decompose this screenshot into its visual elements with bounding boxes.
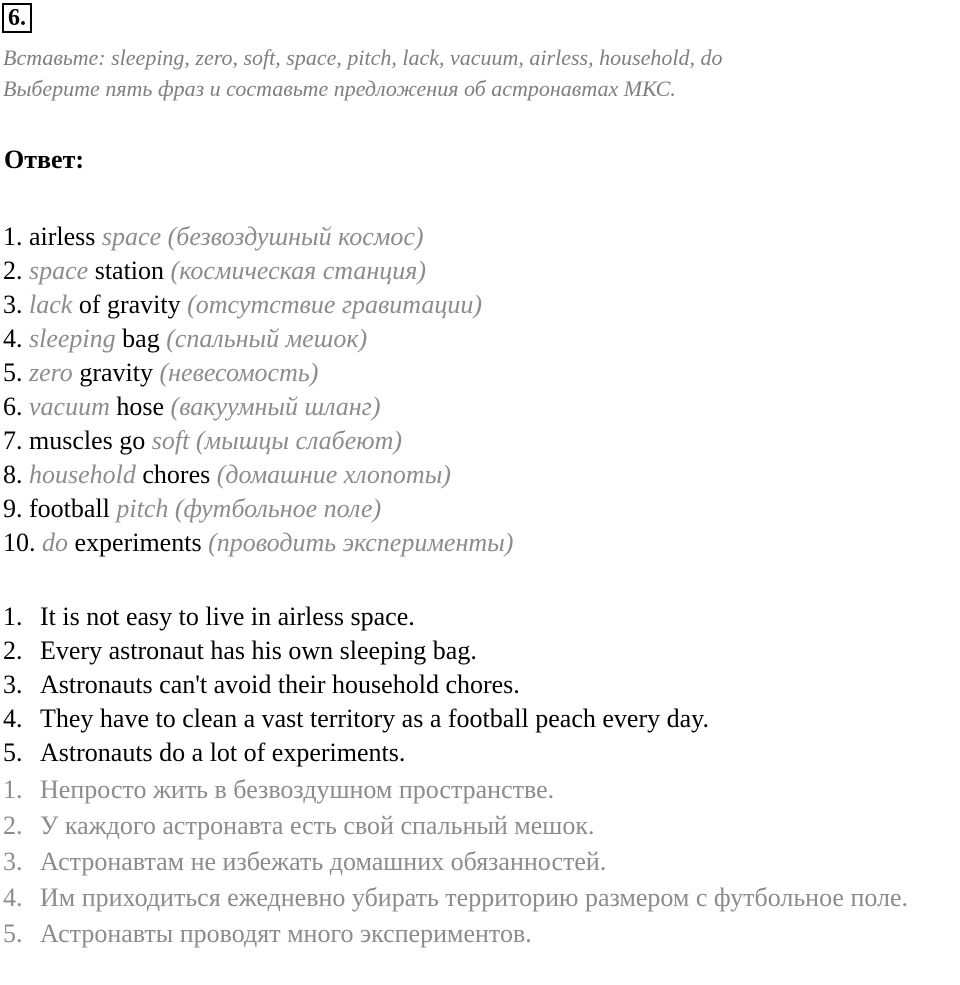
phrase-item: 5. zero gravity (невесомость): [3, 358, 319, 387]
russian-translation-list: [3, 772, 958, 952]
phrase-item: 7. muscles go soft (мышцы слабеют): [3, 426, 403, 455]
english-sentence-list: [3, 600, 709, 770]
instruction-line: Выберите пять фраз и составьте предложения об астронавтах МКС.: [3, 76, 676, 101]
phrase-item: 4. sleeping bag (спальный мешок): [3, 324, 368, 353]
phrase-item: 10. do experiments (проводить эксперименты): [3, 528, 514, 557]
phrase-item: 9. football pitch (футбольное поле): [3, 494, 382, 523]
translation-item: 1. Непросто жить в безвоздушном пространстве.: [3, 775, 555, 804]
task-instructions: [3, 42, 723, 104]
translation-item: 5. Астронавты проводят много экспериментов.: [3, 919, 532, 948]
phrase-item: 8. household chores (домашние хлопоты): [3, 460, 451, 489]
answer-heading: Ответ:: [4, 145, 85, 174]
sentence-item: 3. Astronauts can't avoid their household chores.: [3, 670, 520, 699]
phrase-item: 3. lack of gravity (отсутствие гравитации): [3, 290, 483, 319]
translation-item: 4. Им приходиться ежедневно убирать территорию размером с футбольное поле.: [3, 883, 909, 912]
instruction-line: Вставьте: sleeping, zero, soft, space, pitch, lack, vacuum, airless, household, do: [3, 45, 723, 70]
sentence-item: 2. Every astronaut has his own sleeping bag.: [3, 636, 477, 665]
translation-item: 2. У каждого астронавта есть свой спальный мешок.: [3, 811, 595, 840]
sentence-item: 1. It is not easy to live in airless space.: [3, 602, 415, 631]
task-number: 6.: [2, 3, 32, 33]
sentence-item: 5. Astronauts do a lot of experiments.: [3, 738, 406, 767]
phrase-item: 6. vacuum hose (вакуумный шланг): [3, 392, 381, 421]
translation-item: 3. Астронавтам не избежать домашних обязанностей.: [3, 847, 607, 876]
phrase-list: [3, 220, 513, 560]
sentence-item: 4. They have to clean a vast territory as a football peach every day.: [3, 704, 709, 733]
phrase-item: 1. airless space (безвоздушный космос): [3, 222, 424, 251]
phrase-item: 2. space station (космическая станция): [3, 256, 427, 285]
